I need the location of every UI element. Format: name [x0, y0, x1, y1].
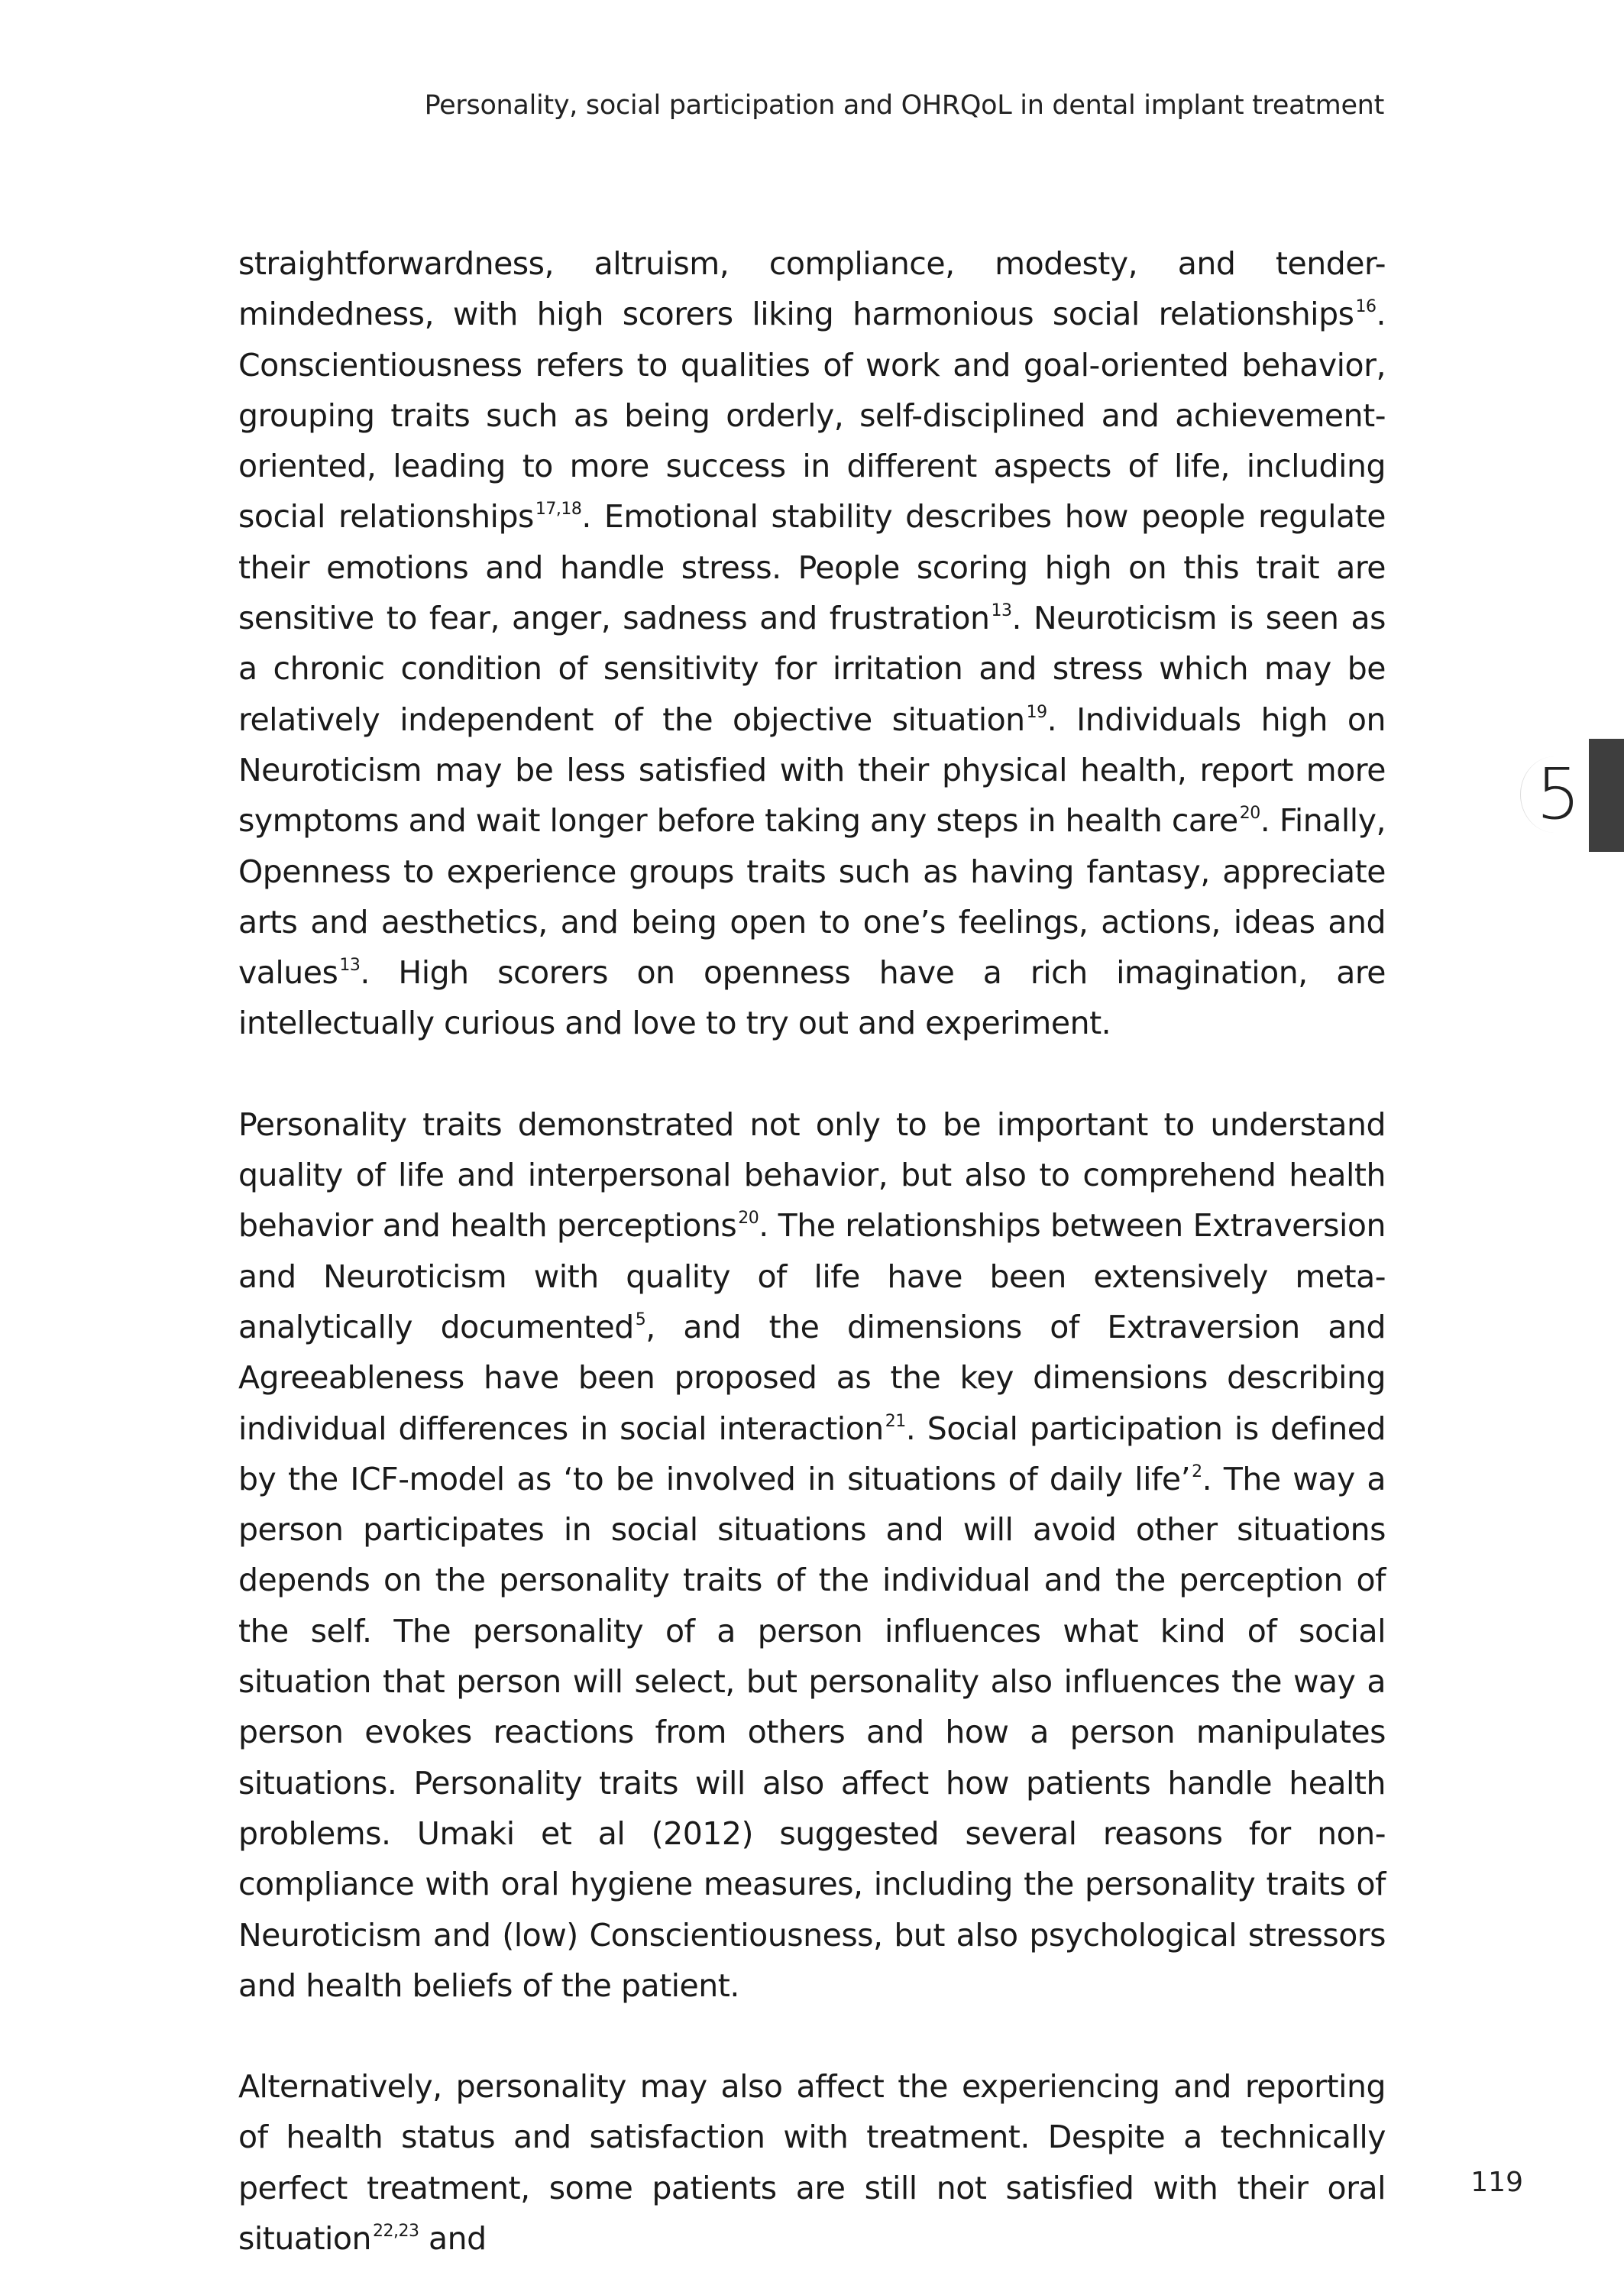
paragraph-1	[238, 238, 1386, 1049]
citation-ref: 13	[991, 601, 1012, 621]
text-segment: and	[419, 2219, 487, 2257]
text-segment: , and the dimensions of Extraversion and Agreeableness have been proposed as the key dimensions describing individual differences in social interaction	[238, 1308, 1386, 1447]
chapter-thumb-tab	[1589, 739, 1624, 852]
paragraph-3	[238, 2061, 1386, 2264]
citation-ref: 19	[1026, 702, 1047, 722]
body-text	[238, 238, 1386, 2264]
citation-ref: 5	[635, 1309, 646, 1329]
citation-ref: 16	[1355, 297, 1377, 317]
text-segment: . Conscientiousness refers to qualities of work and goal-oriented behavior, grouping traits such as being orderly, self-disciplined and achievement-oriented, leading to more success in different aspects of life, including social relationships	[238, 296, 1386, 536]
page-number: 119	[1470, 2167, 1523, 2198]
text-segment: Alternatively, personality may also affect the experiencing and reporting of health status and satisfaction with treatment. Despite a technically perfect treatment, some patients are still not satisfied with their oral situation	[238, 2068, 1386, 2257]
citation-ref: 21	[885, 1411, 906, 1431]
citation-ref: 22,23	[372, 2221, 419, 2241]
text-segment: . Neuroticism is seen as a chronic condition of sensitivity for irritation and stress which may be relatively independent of the objective situation	[238, 600, 1386, 738]
text-segment: . Individuals high on Neuroticism may be less satisfied with their physical health, report more symptoms and wait longer before taking any steps in health care	[238, 701, 1386, 840]
citation-ref: 2	[1192, 1462, 1202, 1481]
text-segment: . Emotional stability describes how people regulate their emotions and handle stress. People scoring high on this trait are sensitive to fear, anger, sadness and frustration	[238, 498, 1386, 637]
text-segment: . Finally, Openness to experience groups traits such as having fantasy, appreciate arts and aesthetics, and being open to one’s feelings, actions, ideas and values	[238, 802, 1386, 992]
text-segment: . High scorers on openness have a rich imagination, are intellectually curious and love to try out and experiment.	[238, 954, 1386, 1042]
text-segment: . Social participation is defined by the ICF-model as ‘to be involved in situations of daily life’	[238, 1410, 1386, 1497]
citation-ref: 17,18	[535, 500, 582, 520]
citation-ref: 20	[1239, 804, 1260, 824]
paragraph-2	[238, 1099, 1386, 2011]
text-segment: . The relationships between Extraversion and Neuroticism with quality of life have been extensively meta-analytically documented	[238, 1207, 1386, 1345]
citation-ref: 20	[738, 1209, 759, 1229]
text-segment: Personality traits demonstrated not only to be important to understand quality of life and interpersonal behavior, but also to comprehend health behavior and health perceptions	[238, 1106, 1386, 1245]
citation-ref: 13	[339, 956, 361, 976]
text-segment: . The way a person participates in social situations and will avoid other situations depends on the personality traits of the individual and the perception of the self. The personality of a person influences what kind of social situation that person will select, but personality also influences the way a person evokes reactions from others and how a person manipulates situations. Personality traits will also affect how patients handle health problems. Umaki et al (2012) suggested several reasons for non-compliance with oral hygiene measures, including the personality traits of Neuroticism and (low) Conscientiousness, but also psychological stressors and health beliefs of the patient.	[238, 1460, 1386, 2004]
text-segment: straightforwardness, altruism, compliance, modesty, and tender-mindedness, with high scorers liking harmonious social relationships	[238, 245, 1386, 333]
chapter-number: 5	[1535, 753, 1581, 835]
running-header: Personality, social participation and OHRQoL in dental implant treatment	[424, 90, 1384, 121]
